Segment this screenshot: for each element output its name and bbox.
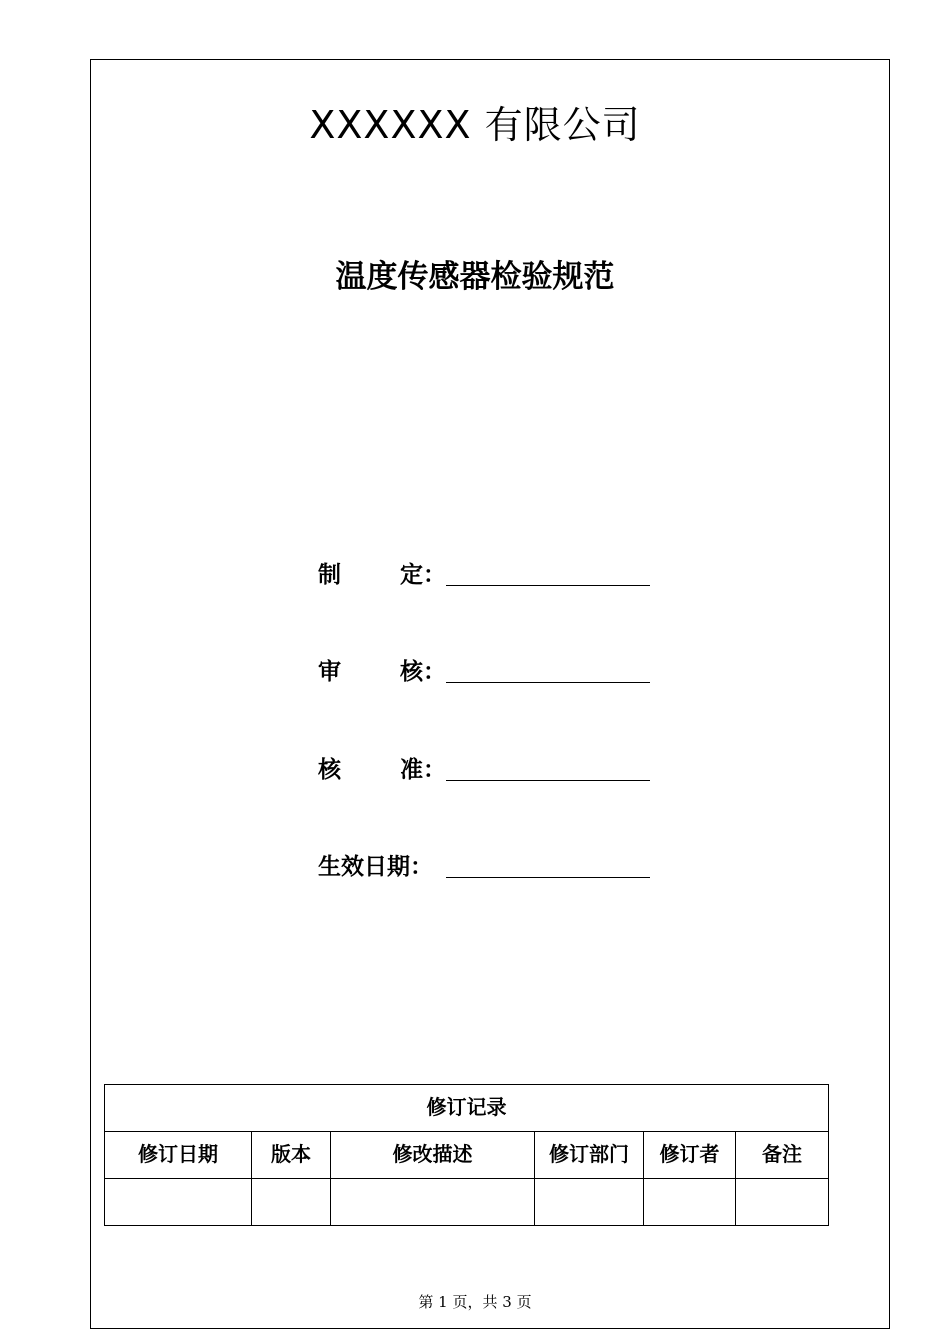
column-header-revision-date: 修订日期 <box>105 1132 252 1179</box>
signature-line-approved[interactable] <box>446 780 650 781</box>
column-header-remarks: 备注 <box>736 1132 829 1179</box>
signature-label-char-2: 核： <box>400 658 446 685</box>
column-header-reviser: 修订者 <box>644 1132 736 1179</box>
column-header-department: 修订部门 <box>535 1132 644 1179</box>
table-cell[interactable] <box>105 1179 252 1226</box>
signature-label <box>318 657 446 687</box>
table-row <box>105 1179 829 1226</box>
signature-label-char-2: 定： <box>400 561 446 588</box>
revision-record-table <box>104 1084 829 1226</box>
signature-label-char-2: ： <box>410 853 433 880</box>
signature-row-approved <box>318 751 650 785</box>
signature-row-prepared <box>318 556 650 590</box>
signature-label <box>318 560 446 590</box>
table-cell[interactable] <box>644 1179 736 1226</box>
column-header-version: 版本 <box>252 1132 331 1179</box>
table-header-row <box>105 1132 829 1179</box>
document-title: 温度传感器检验规范 <box>335 259 615 295</box>
signature-line-effective-date[interactable] <box>446 877 650 878</box>
table-cell[interactable] <box>736 1179 829 1226</box>
revision-table-title: 修订记录 <box>105 1085 829 1132</box>
table-cell[interactable] <box>535 1179 644 1226</box>
signature-label-char-1: 核 <box>318 756 341 783</box>
page-number-footer: 第 1 页，共 3 页 <box>418 1293 532 1311</box>
signature-row-reviewed <box>318 653 650 687</box>
signature-label <box>318 755 446 785</box>
table-cell[interactable] <box>331 1179 535 1226</box>
signature-row-effective-date <box>318 848 650 882</box>
signature-line-reviewed[interactable] <box>446 682 650 683</box>
signature-label <box>318 852 446 882</box>
signature-label-char-1: 审 <box>318 658 341 685</box>
table-title-row <box>105 1085 829 1132</box>
company-name: XXXXXX 有限公司 <box>309 103 641 147</box>
table-cell[interactable] <box>252 1179 331 1226</box>
column-header-change-description: 修改描述 <box>331 1132 535 1179</box>
signature-label-char-2: 准： <box>400 756 446 783</box>
signature-label-char-1: 生效日期 <box>318 853 410 880</box>
signature-label-char-1: 制 <box>318 561 341 588</box>
signature-line-prepared[interactable] <box>446 585 650 586</box>
